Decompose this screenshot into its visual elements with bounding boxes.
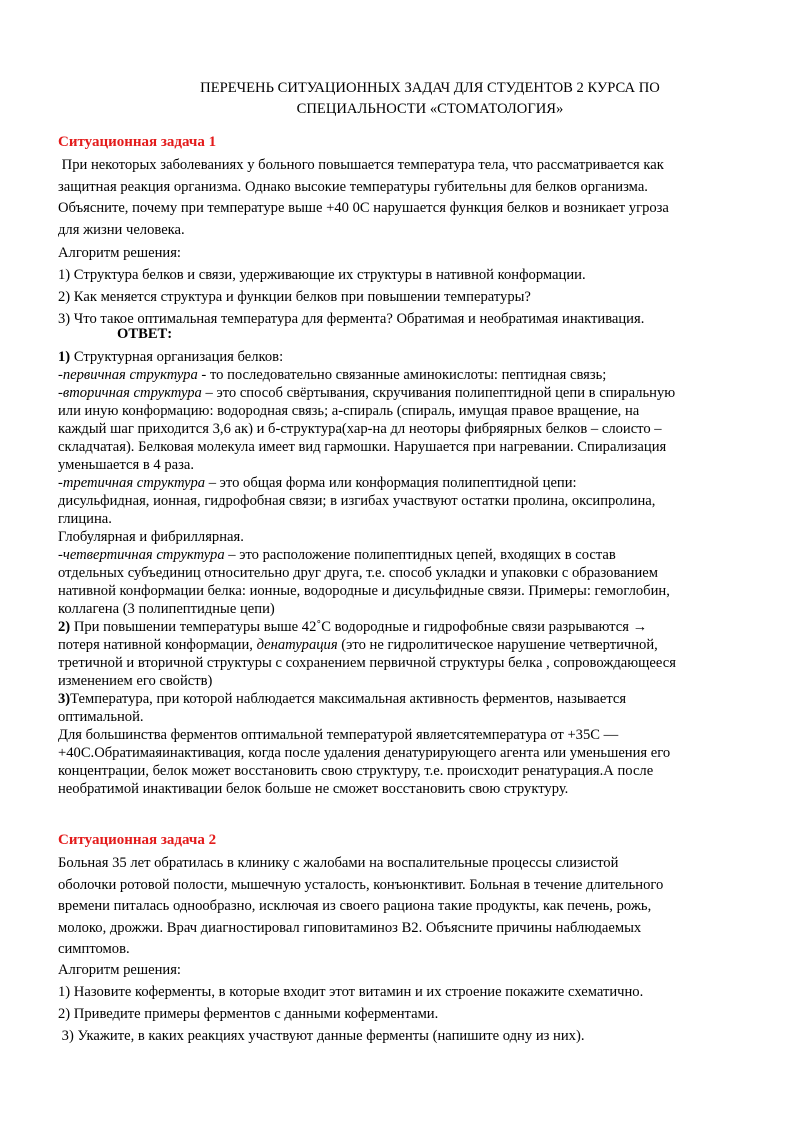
answer-text: - то последовательно связанные аминокислоты: пептидная связь;	[197, 367, 607, 383]
answer-line: необратимой инактивации белок больше не сможет восстановить свою структуру.	[58, 781, 569, 797]
answer-line: третичной и вторичной структуры с сохранением первичной структуры белка , сопровождающееся	[58, 655, 676, 671]
answer-line: +40С.Обратимаяинактивация, когда после удаления денатурирующего агента или уменьшения его	[58, 745, 671, 761]
term: -вторичная структура	[58, 385, 202, 401]
algorithm-step: 2) Приведите примеры ферментов с данными коферментами.	[58, 1006, 439, 1022]
answer-line: концентрации, белок может восстановить свою структуру, т.е. происходит ренатурация.А после	[58, 763, 654, 779]
algorithm-step: 2) Как меняется структура и функции белков при повышении температуры?	[58, 289, 531, 305]
term: -третичная структура	[58, 475, 206, 491]
task1-problem-line: Объясните, почему при температуре выше +40 0С нарушается функция белков и возникает угроза	[58, 200, 669, 216]
algorithm-step: 3) Что такое оптимальная температура для фермента? Обратимая и необратимая инактивация.	[58, 311, 645, 327]
answer-text: Температура, при которой наблюдается максимальная активность ферментов, называется	[70, 691, 627, 707]
task2-problem-line: молоко, дрожжи. Врач диагностировал гиповитаминоз В2. Объясните причины наблюдаемых	[58, 919, 642, 936]
task2-title: Ситуационная задача 2	[58, 832, 217, 848]
task2-problem-line: Больная 35 лет обратилась в клинику с жалобами на воспалительные процессы слизистой	[58, 855, 619, 871]
algorithm-label: Алгоритм решения:	[58, 962, 181, 978]
answer-line	[58, 636, 758, 654]
answer-line: уменьшается в 4 раза.	[58, 457, 195, 473]
task2-problem-line: оболочки ротовой полости, мышечную усталость, конъюнктивит. Больная в течение длительного	[58, 876, 664, 893]
task2-problem	[58, 853, 758, 961]
task1-problem-line: При некоторых заболеваниях у больного повышается температура тела, что рассматривается как	[58, 157, 664, 173]
document-title	[160, 78, 700, 120]
task1-algorithm	[58, 242, 758, 330]
answer-line: дисульфидная, ионная, гидрофобная связи; в изгибах участвуют остатки пролина, оксипролина,	[58, 493, 656, 509]
answer-line: нативной конформации белка: ионные, водородные и дисульфидные связи. Примеры: гемоглобин,	[58, 583, 670, 599]
answer-number: 1)	[58, 349, 71, 365]
answer-text: При повышении температуры выше 42˚С водородные и гидрофобные связи разрываются →	[70, 619, 648, 635]
algorithm-label: Алгоритм решения:	[58, 245, 181, 261]
answer-item-1	[58, 348, 758, 366]
task1-answer	[58, 348, 758, 798]
answer-item-3	[58, 690, 758, 708]
answer-line: глицина.	[58, 511, 112, 527]
title-line-1: ПЕРЕЧЕНЬ СИТУАЦИОННЫХ ЗАДАЧ ДЛЯ СТУДЕНТОВ 2 КУРСА ПО	[200, 80, 660, 96]
answer-text: потеря нативной конформации,	[58, 637, 257, 653]
answer-line: оптимальной.	[58, 709, 144, 725]
task1-problem-line: для жизни человека.	[58, 221, 185, 238]
term: денатурация	[256, 637, 338, 653]
task1-problem	[58, 155, 758, 241]
answer-text: – это способ свёртывания, скручивания полипептидной цепи в спиральную	[201, 385, 676, 401]
answer-text: – это общая форма или конформация полипептидной цепи:	[205, 475, 577, 491]
algorithm-step: 3) Укажите, в каких реакциях участвуют данные ферменты (напишите одну из них).	[58, 1028, 585, 1044]
task2-algorithm	[58, 959, 758, 1047]
task1-problem-line: защитная реакция организма. Однако высокие температуры губительны для белков организма.	[58, 178, 648, 195]
answer-label: ОТВЕТ:	[117, 326, 173, 342]
answer-line: каждый шаг приходится 3,6 ак) и б-структура(хар-на дл неоторы фибряярных белков – слоисто –	[58, 421, 662, 437]
answer-text: Структурная организация белков:	[70, 349, 284, 365]
term: -четвертичная структура	[58, 547, 225, 563]
answer-line: коллагена (3 полипептидные цепи)	[58, 601, 275, 617]
title-line-2: СПЕЦИАЛЬНОСТИ «СТОМАТОЛОГИЯ»	[296, 101, 564, 117]
answer-line: отдельных субъединиц относительно друг друга, т.е. способ укладки и упаковки с образованием	[58, 565, 658, 581]
algorithm-step: 1) Назовите коферменты, в которые входит этот витамин и их строение покажите схематично.	[58, 984, 644, 1000]
quaternary-structure	[58, 546, 758, 564]
algorithm-step: 1) Структура белков и связи, удерживающие их структуры в нативной конформации.	[58, 267, 586, 283]
answer-line: изменением его свойств)	[58, 673, 213, 689]
tertiary-structure	[58, 474, 758, 492]
secondary-structure	[58, 384, 758, 402]
answer-number: 2)	[58, 619, 71, 635]
task2-problem-line: симптомов.	[58, 941, 130, 957]
answer-line: складчатая). Белковая молекула имеет вид гармошки. Нарушается при нагревании. Спирализация	[58, 439, 667, 455]
answer-line: Для большинства ферментов оптимальной температурой являетсятемпература от +35С —	[58, 727, 619, 743]
task1-title: Ситуационная задача 1	[58, 134, 217, 150]
answer-text: – это расположение полипептидных цепей, входящих в состав	[224, 547, 616, 563]
primary-structure	[58, 366, 758, 384]
answer-item-2	[58, 618, 758, 636]
term: -первичная структура	[58, 367, 198, 383]
answer-line: Глобулярная и фибриллярная.	[58, 529, 244, 545]
task2-problem-line: времени питалась однообразно, исключая из своего рациона такие продукты, как печень, рожь,	[58, 898, 652, 914]
answer-number: 3)	[58, 691, 71, 707]
answer-text: (это не гидролитическое нарушение четвертичной,	[337, 637, 658, 653]
answer-line: или иную конформацию: водородная связь; а-спираль (спираль, имущая правое вращение, на	[58, 403, 640, 419]
